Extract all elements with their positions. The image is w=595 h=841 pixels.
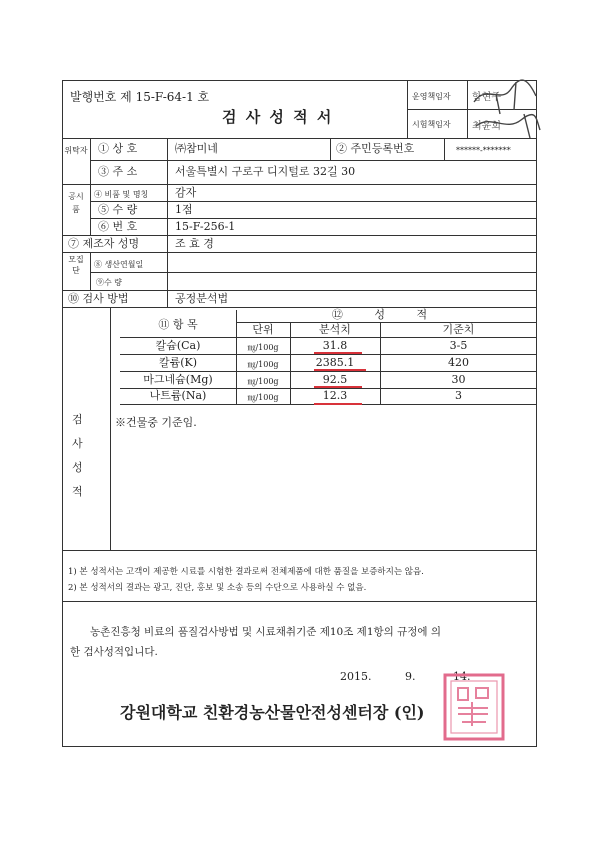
production-date-label: ⑧ 생산연월일 bbox=[94, 260, 144, 269]
row-name: 칼륨(K) bbox=[158, 356, 198, 369]
method-value: 공정분석법 bbox=[175, 292, 229, 305]
row-unit: ㎎/100g bbox=[247, 343, 279, 352]
sample-item-label: ④ 비품 및 명칭 bbox=[94, 190, 149, 199]
value-underline bbox=[314, 386, 362, 388]
sample-number-label: ⑥ 번 호 bbox=[98, 220, 138, 233]
sample-qty-label: ⑤ 수 량 bbox=[98, 203, 138, 216]
performance-header: ⑫ 성 적 bbox=[331, 308, 442, 321]
row-value: 31.8 bbox=[322, 339, 348, 352]
address-value: 서울특별시 구로구 디지털로 32길 30 bbox=[175, 165, 356, 178]
issuer-name: 강원대학교 친환경농산물안전성센터장 (인) bbox=[120, 703, 425, 722]
row-standard: 3-5 bbox=[449, 339, 468, 352]
row-name: 나트륨(Na) bbox=[149, 389, 207, 402]
row-value: 2385.1 bbox=[315, 356, 355, 369]
row-value: 92.5 bbox=[322, 373, 348, 386]
item-header: ⑪ 항 목 bbox=[158, 318, 198, 331]
value-underline bbox=[314, 352, 362, 354]
ops-manager-label: 운영책임자 bbox=[412, 92, 451, 101]
sample-item-value: 감자 bbox=[175, 186, 197, 199]
company-value: ㈜참미네 bbox=[175, 142, 218, 155]
maker-label: ⑦ 제조자 성명 bbox=[68, 237, 140, 250]
client-side-label: 위탁자 bbox=[64, 146, 88, 155]
statement-line-1: 농촌진흥청 비료의 품질검사방법 및 시료채취기준 제10조 제1항의 규정에 의 bbox=[90, 626, 442, 638]
value-underline bbox=[314, 403, 362, 405]
row-name: 마그네슘(Mg) bbox=[143, 373, 213, 386]
value-underline bbox=[314, 369, 366, 371]
row-unit: ㎎/100g bbox=[247, 393, 279, 402]
row-standard: 420 bbox=[448, 356, 469, 369]
collect-side-label: 모집단 bbox=[68, 255, 84, 275]
company-label: ① 상 호 bbox=[98, 142, 138, 155]
row-standard: 30 bbox=[451, 373, 466, 386]
date-month: 9. bbox=[405, 670, 416, 683]
standard-column-header: 기준치 bbox=[442, 323, 475, 336]
results-side-label: 검 사 성 적 bbox=[72, 413, 87, 498]
footnote-1: 1) 본 성적서는 고객이 제공한 시료를 시험한 결과로써 전체제품에 대한 품질을 보증하지는 않음. bbox=[68, 567, 424, 577]
address-label: ③ 주 소 bbox=[98, 165, 138, 178]
row-unit: ㎎/100g bbox=[247, 377, 279, 386]
reg-number-value: ******-******* bbox=[456, 146, 511, 155]
statement-line-2: 한 검사성적입니다. bbox=[70, 646, 158, 658]
collect-qty-label: ⑨수 량 bbox=[96, 278, 122, 287]
sample-side-label: 공시품 bbox=[68, 192, 84, 214]
official-seal bbox=[442, 672, 508, 744]
sample-number-value: 15-F-256-1 bbox=[175, 220, 236, 233]
date-day: 14. bbox=[453, 670, 471, 683]
maker-name: 조 효 경 bbox=[175, 237, 214, 250]
row-value: 12.3 bbox=[322, 389, 348, 402]
test-manager-label: 시험책임자 bbox=[412, 120, 451, 129]
results-note: ※건물중 기준임. bbox=[115, 416, 197, 429]
footnote-2: 2) 본 성적서의 결과는 광고, 진단, 홍보 및 소송 등의 수단으로 사용하실 수 없음. bbox=[68, 583, 367, 593]
test-manager-name: 최윤희 bbox=[472, 121, 501, 132]
row-standard: 3 bbox=[455, 389, 462, 402]
sample-qty-value: 1점 bbox=[175, 203, 193, 216]
date-year: 2015. bbox=[340, 670, 372, 683]
method-label: ⑩ 검사 방법 bbox=[68, 292, 129, 305]
issue-number: 발행번호 제 15-F-64-1 호 bbox=[70, 90, 210, 104]
signature-scribble bbox=[466, 74, 546, 144]
value-column-header: 분석치 bbox=[319, 323, 351, 336]
row-name: 칼슘(Ca) bbox=[155, 339, 201, 352]
ops-manager-name: 함현주 bbox=[472, 92, 501, 103]
document-title: 검 사 성 적 서 bbox=[222, 108, 334, 126]
reg-number-label: ② 주민등록번호 bbox=[336, 142, 415, 155]
unit-column-header: 단위 bbox=[252, 323, 274, 336]
row-unit: ㎎/100g bbox=[247, 360, 279, 369]
